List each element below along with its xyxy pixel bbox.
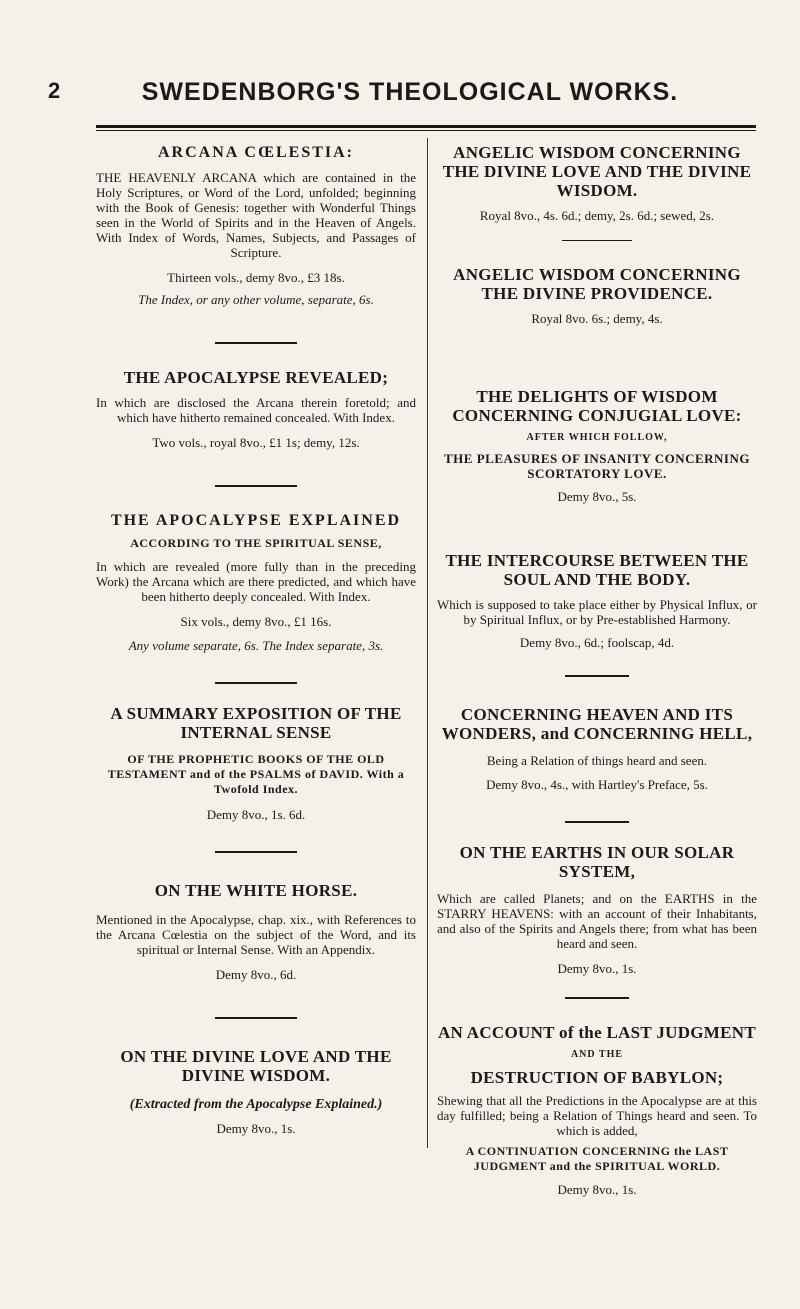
- right-column: [437, 135, 757, 1198]
- entry-price: Demy 8vo., 1s.: [557, 1182, 637, 1197]
- entry-description: Which is supposed to take place either by Physical Influx, or by Spiritual Influx, or by Pre-established Harmony.: [437, 597, 757, 627]
- entry-title: ON THE EARTHS IN OUR SOLAR SYSTEM,: [459, 843, 735, 881]
- header-rule-thin: [96, 130, 756, 131]
- entry-subtitle: THE PLEASURES OF INSANITY CONCERNING SCORTATORY LOVE.: [444, 451, 750, 481]
- entry-title: THE DELIGHTS OF WISDOM CONCERNING CONJUGIAL LOVE:: [452, 387, 742, 425]
- entry-price: Demy 8vo., 4s., with Hartley's Preface, 5s.: [486, 777, 708, 792]
- page-header: [40, 78, 780, 120]
- entry-price: Demy 8vo., 6d.; foolscap, 4d.: [519, 635, 675, 650]
- entry-subtitle: ACCORDING TO THE SPIRITUAL SENSE,: [130, 536, 382, 550]
- entry-note: (Extracted from the Apocalypse Explained.): [129, 1097, 383, 1112]
- column-divider: [427, 138, 428, 1148]
- entry-title: THE APOCALYPSE REVEALED;: [123, 368, 389, 387]
- entry-title-2: DESTRUCTION OF BABYLON;: [470, 1068, 724, 1087]
- entry-arcana-coelestia: [96, 135, 416, 308]
- entry-intercourse-soul-body: [437, 551, 757, 651]
- entry-conjugial-love: [437, 387, 757, 505]
- entry-apocalypse-revealed: [96, 368, 416, 451]
- entry-divine-love-wisdom: [96, 1047, 416, 1137]
- entry-price: Demy 8vo., 1s.: [216, 1121, 296, 1136]
- entry-description: Being a Relation of things heard and seen.: [486, 753, 708, 768]
- entry-note: Any volume separate, 6s. The Index separate, 3s.: [128, 638, 384, 653]
- entry-title: ON THE DIVINE LOVE AND THE DIVINE WISDOM.: [120, 1047, 392, 1085]
- entry-title: THE APOCALYPSE EXPLAINED: [110, 512, 402, 529]
- entry-title: THE INTERCOURSE BETWEEN THE SOUL AND THE BODY.: [445, 551, 749, 589]
- entry-title: ON THE WHITE HORSE.: [154, 881, 358, 900]
- entry-price: Royal 8vo. 6s.; demy, 4s.: [531, 311, 663, 326]
- entry-white-horse: [96, 881, 416, 983]
- entry-description: Shewing that all the Predictions in the Apocalypse are at this day fulfilled; being a Relation of Things heard and seen. To which is added,: [437, 1093, 757, 1138]
- entry-description: Mentioned in the Apocalypse, chap. xix., with References to the Arcana Cœlestia on the subject of the Word, and its spiritual or Internal Sense. With an Appendix.: [96, 912, 416, 957]
- running-head: SWEDENBORG'S THEOLOGICAL WORKS.: [141, 78, 679, 106]
- entry-note: The Index, or any other volume, separate, 6s.: [138, 292, 374, 307]
- entry-title: AN ACCOUNT of the LAST JUDGMENT: [437, 1023, 756, 1042]
- entry-price: Six vols., demy 8vo., £1 16s.: [180, 614, 332, 629]
- entry-title: ANGELIC WISDOM CONCERNING THE DIVINE LOVE AND THE DIVINE WISDOM.: [442, 143, 752, 200]
- entry-heaven-and-hell: [437, 705, 757, 793]
- entry-earths-solar-system: [437, 843, 757, 977]
- entry-description: THE HEAVENLY ARCANA which are contained in the Holy Scriptures, or Word of the Lord, unfolded; beginning with the Book of Genesis: together with Wonderful Things seen in the World of Spirits and in the Heaven of Angels. With Index of Words, Names, Subjects, and Passages of Scripture.: [96, 170, 416, 260]
- entry-price: Two vols., royal 8vo., £1 1s; demy, 12s.: [152, 435, 360, 450]
- entry-description: Which are called Planets; and on the EARTHS in the STARRY HEAVENS: with an account of their Inhabitants, and also of the Spirits and Angels there; from what has been heard and seen.: [437, 891, 757, 951]
- entry-title: A SUMMARY EXPOSITION OF THE INTERNAL SENSE: [110, 704, 402, 742]
- entry-description: In which are disclosed the Arcana therein foretold; and which have hitherto remained concealed. With Index.: [96, 395, 416, 425]
- entry-smallhead: AFTER WHICH FOLLOW,: [526, 432, 668, 443]
- left-column: [96, 135, 416, 1137]
- entry-title: ANGELIC WISDOM CONCERNING THE DIVINE PROVIDENCE.: [453, 265, 741, 303]
- entry-price: Thirteen vols., demy 8vo., £3 18s.: [167, 270, 345, 285]
- header-rule: [96, 125, 756, 128]
- entry-description: In which are revealed (more fully than in the preceding Work) the Arcana which are there predicted, and which have been hitherto deeply concealed. With Index.: [96, 559, 416, 604]
- entry-price: Royal 8vo., 4s. 6d.; demy, 2s. 6d.; sewed, 2s.: [479, 208, 715, 223]
- entry-subtitle: A CONTINUATION CONCERNING the LAST JUDGMENT and the SPIRITUAL WORLD.: [465, 1144, 729, 1173]
- entry-price: Demy 8vo., 1s.: [557, 961, 637, 976]
- entry-price: Demy 8vo., 1s. 6d.: [206, 807, 306, 822]
- entry-last-judgment: [437, 1023, 757, 1198]
- entry-angelic-wisdom-providence: [437, 265, 757, 327]
- entry-smallhead: AND THE: [570, 1049, 624, 1060]
- entry-angelic-wisdom-love: [437, 135, 757, 224]
- entry-subtitle: OF THE PROPHETIC BOOKS OF THE OLD TESTAMENT and of the PSALMS of DAVID. With a Twofold Index.: [107, 752, 405, 796]
- entry-title: CONCERNING HEAVEN AND ITS WONDERS, and CONCERNING HELL,: [441, 705, 753, 743]
- entry-price: Demy 8vo., 6d.: [215, 967, 297, 982]
- entry-title: ARCANA CŒLESTIA:: [157, 144, 355, 161]
- page-number: 2: [48, 78, 61, 103]
- entry-summary-exposition: [96, 704, 416, 823]
- entry-apocalypse-explained: [96, 511, 416, 654]
- entry-price: Demy 8vo., 5s.: [557, 489, 637, 504]
